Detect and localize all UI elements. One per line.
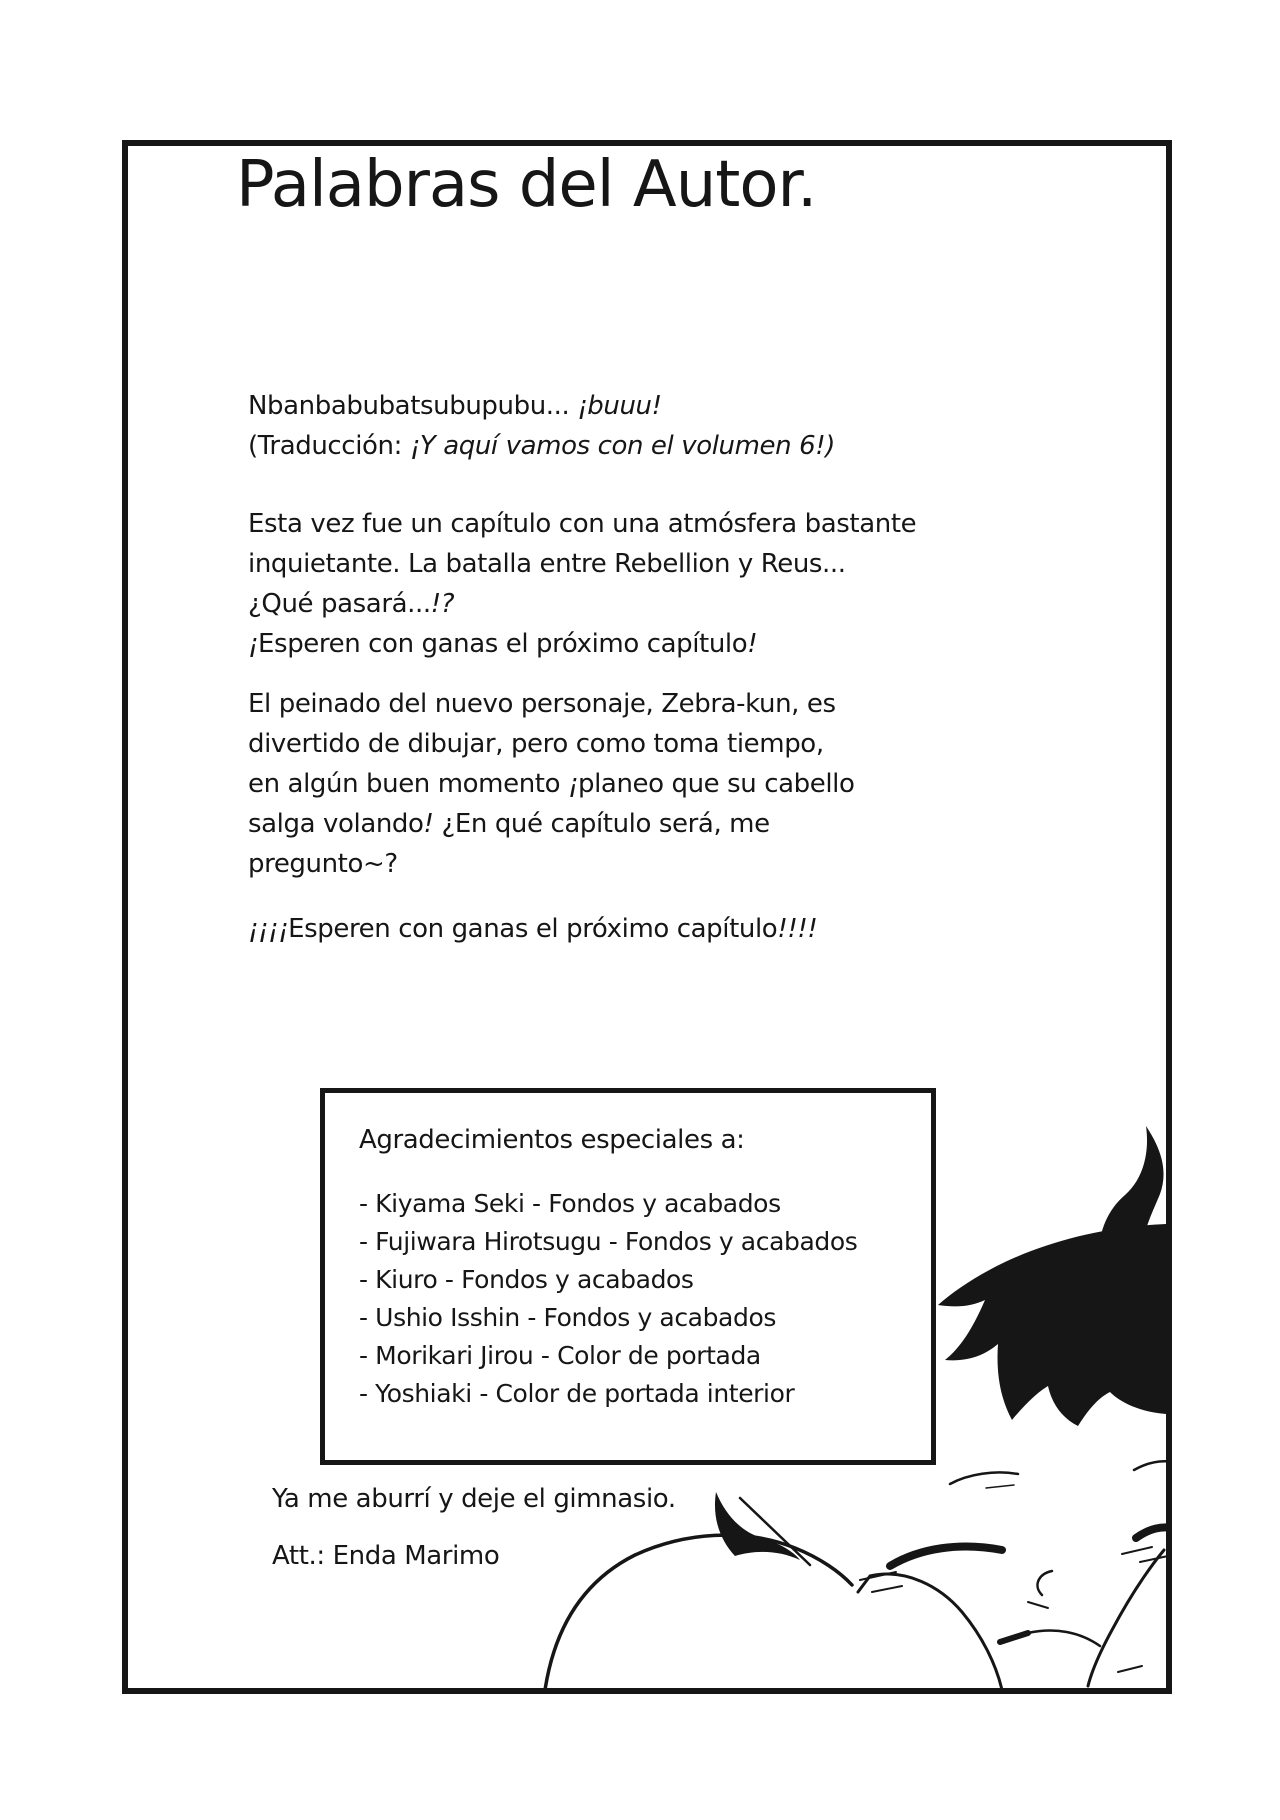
paragraph-closing-shout bbox=[248, 909, 817, 949]
page-title: Palabras del Autor. bbox=[236, 148, 817, 222]
chin-tick bbox=[1118, 1666, 1142, 1672]
mouth-accent bbox=[1000, 1633, 1028, 1642]
text-line: Nbanbabubatsubupubu... ¡buuu! bbox=[248, 391, 662, 421]
closing-note: Ya me aburrí y deje el gimnasio. bbox=[272, 1484, 676, 1514]
ear-tick bbox=[1028, 1602, 1048, 1608]
text-line: (Traducción: ¡Y aquí vamos con el volumen 6!) bbox=[248, 431, 835, 461]
ear-shape bbox=[1037, 1571, 1052, 1595]
thanks-item: - Morikari Jirou - Color de portada bbox=[359, 1341, 761, 1370]
eyebrow-right bbox=[1134, 1461, 1166, 1470]
closed-eye-left bbox=[890, 1547, 1002, 1566]
arm-outline bbox=[545, 1535, 852, 1688]
text-line: inquietante. La batalla entre Rebellion y Reus... bbox=[248, 549, 846, 579]
text-line: ¿Qué pasará...!? bbox=[248, 589, 455, 619]
paragraph-intro bbox=[248, 386, 835, 466]
thanks-item: - Kiyama Seki - Fondos y acabados bbox=[359, 1189, 781, 1218]
closed-eye-right bbox=[1136, 1527, 1166, 1538]
hair-tuft-left-icon bbox=[715, 1492, 800, 1560]
cheek-outline-right bbox=[1088, 1550, 1164, 1686]
eyebrow-left bbox=[950, 1472, 1018, 1484]
mouth-line bbox=[1028, 1631, 1100, 1646]
thanks-item: - Fujiwara Hirotsugu - Fondos y acabados bbox=[359, 1227, 858, 1256]
thanks-item: - Ushio Isshin - Fondos y acabados bbox=[359, 1303, 776, 1332]
thanks-item: - Yoshiaki - Color de portada interior bbox=[359, 1379, 795, 1408]
text-line: pregunto~? bbox=[248, 849, 398, 879]
text-line: Esta vez fue un capítulo con una atmósfera bastante bbox=[248, 509, 917, 539]
thanks-item: - Kiuro - Fondos y acabados bbox=[359, 1265, 694, 1294]
text-line: salga volando! ¿En qué capítulo será, me bbox=[248, 809, 770, 839]
signature: Att.: Enda Marimo bbox=[272, 1541, 500, 1571]
text-line: ¡¡¡¡Esperen con ganas el próximo capítulo!!!! bbox=[248, 914, 818, 944]
thanks-heading: Agradecimientos especiales a: bbox=[359, 1125, 745, 1155]
text-line: divertido de dibujar, pero como toma tiempo, bbox=[248, 729, 824, 759]
text-line: El peinado del nuevo personaje, Zebra-kun, es bbox=[248, 689, 836, 719]
eyebrow-left-tick bbox=[986, 1485, 1014, 1488]
text-line: ¡Esperen con ganas el próximo capítulo! bbox=[248, 629, 758, 659]
paragraph-zebra bbox=[248, 684, 855, 884]
sleeping-character-illustration bbox=[440, 1080, 1166, 1688]
hair-strand-line bbox=[740, 1498, 810, 1565]
text-line: en algún buen momento ¡planeo que su cabello bbox=[248, 769, 855, 799]
paragraph-chapter bbox=[248, 504, 916, 664]
